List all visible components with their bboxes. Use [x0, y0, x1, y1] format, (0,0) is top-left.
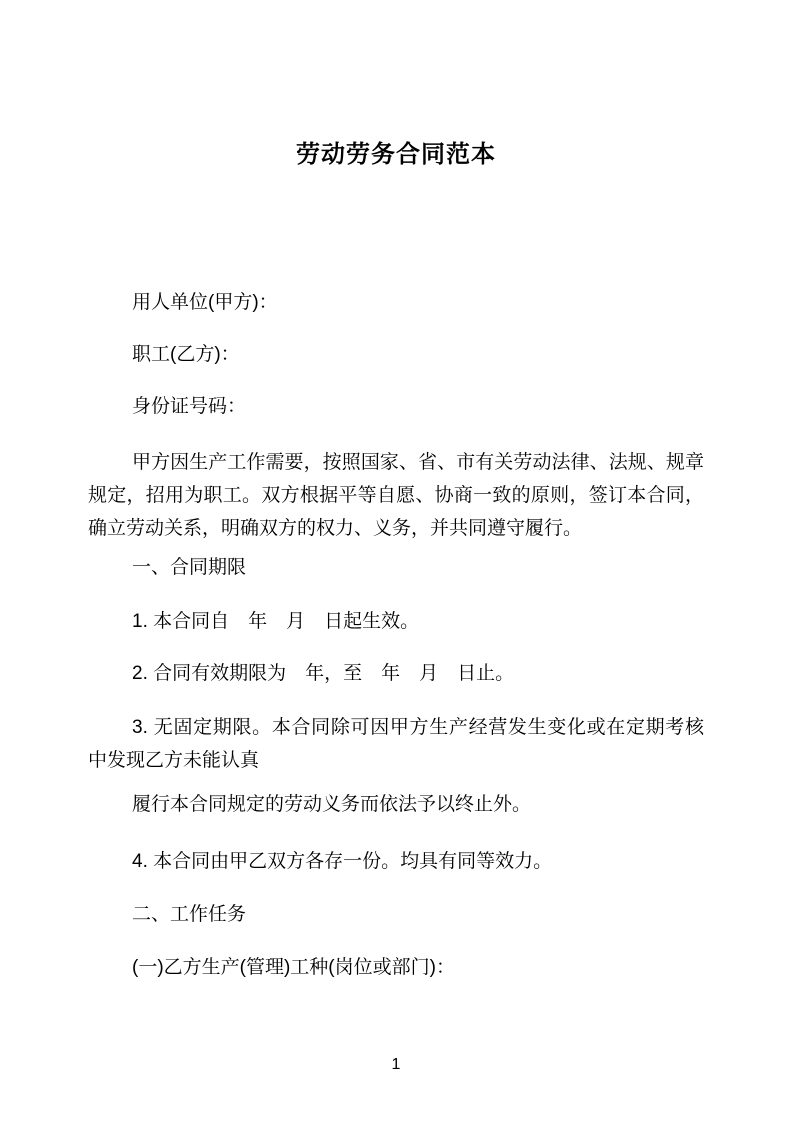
section-2-heading: 二、工作任务	[132, 904, 247, 925]
party-b-field: 职工(乙方)：	[132, 344, 240, 365]
party-a-field: 用人单位(甲方)：	[132, 292, 278, 313]
section-1-item-3: 3. 无固定期限。本合同除可因甲方生产经营发生变化或在定期考核中发现乙方未能认真	[88, 717, 704, 771]
intro-paragraph: 甲方因生产工作需要，按照国家、省、市有关劳动法律、法规、规章规定，招用为职工。双方根据平等自愿、协商一致的原则，签订本合同，确立劳动关系，明确双方的权力、义务，并共同遵守履行。	[88, 452, 704, 539]
contract-title: 劳动劳务合同范本	[296, 141, 496, 168]
section-1-item-3-continuation: 履行本合同规定的劳动义务而依法予以终止外。	[132, 794, 532, 815]
section-1-item-4: 4. 本合同由甲乙双方各存一份。均具有同等效力。	[132, 851, 553, 872]
section-2-item-1: (一)乙方生产(管理)工种(岗位或部门)：	[132, 957, 455, 978]
id-number-field: 身份证号码：	[132, 396, 247, 417]
section-1-heading: 一、合同期限	[132, 557, 247, 578]
page-number: 1	[391, 1056, 401, 1073]
section-1-item-1: 1. 本合同自 年 月 日起生效。	[132, 611, 420, 632]
section-1-item-2: 2. 合同有效期限为 年，至 年 月 日止。	[132, 663, 515, 684]
